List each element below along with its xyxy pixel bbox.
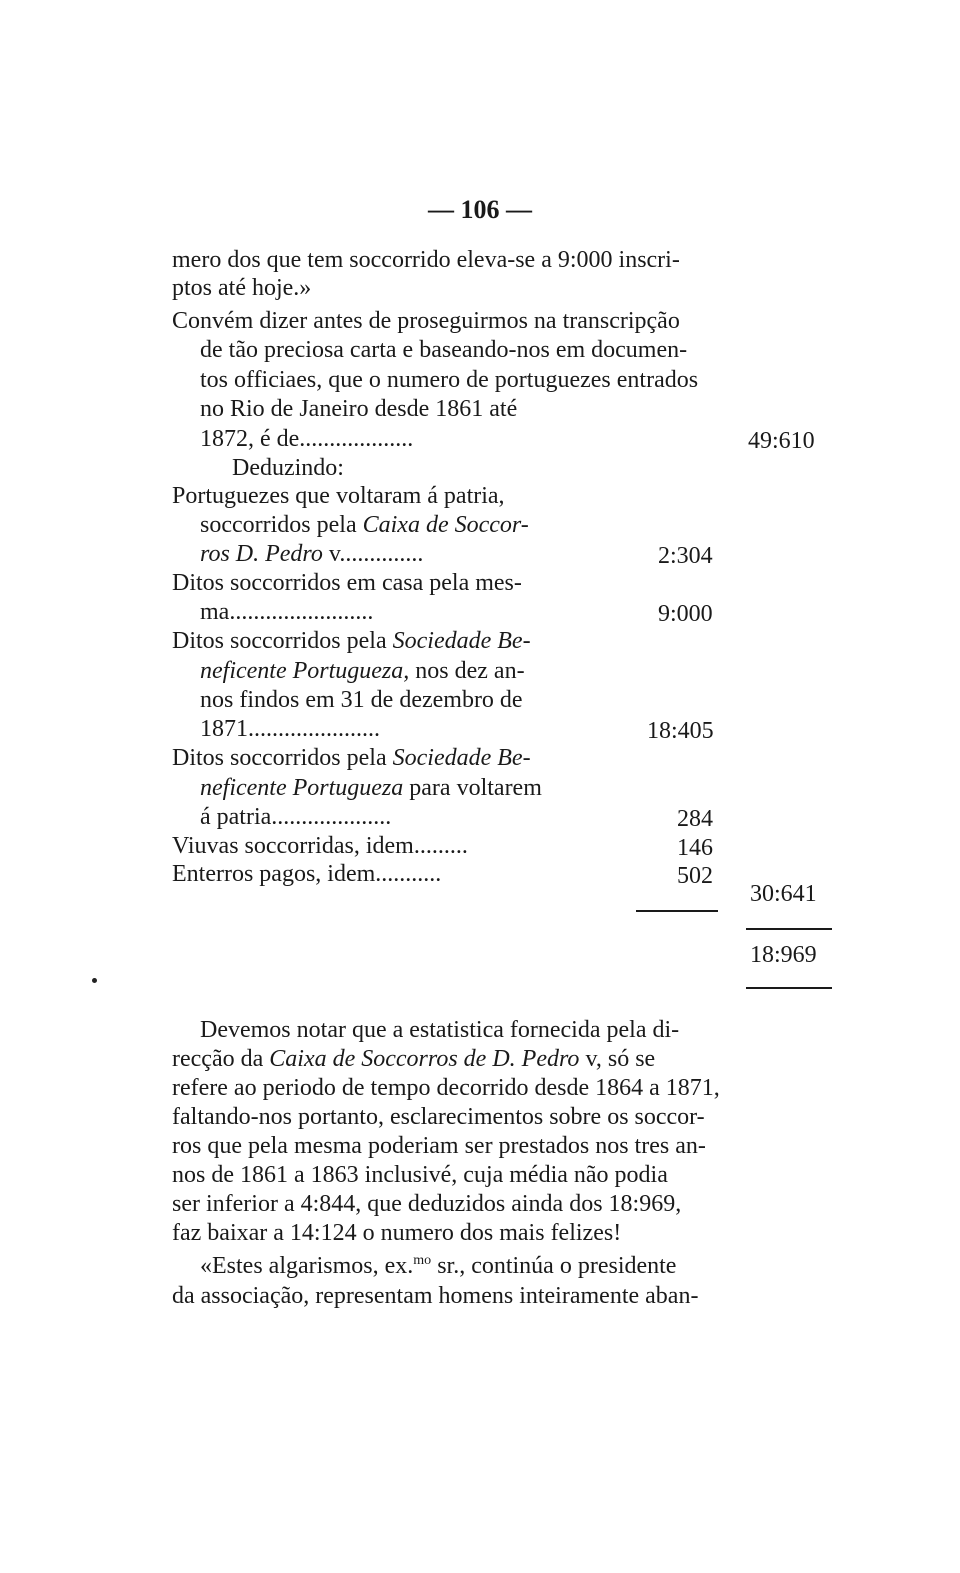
ledger-item-line: Enterros pagos, idem........... bbox=[172, 861, 442, 887]
closing-rule bbox=[746, 987, 832, 989]
text-line: Convém dizer antes de proseguirmos na transcripção bbox=[172, 308, 680, 334]
text-line: ros que pela mesma poderiam ser prestados nos tres an- bbox=[172, 1133, 706, 1159]
page-number: — 106 — bbox=[428, 195, 532, 224]
ledger-item-line: Ditos soccorridos pela Sociedade Be- bbox=[172, 745, 531, 771]
subtotal-value: 30:641 bbox=[750, 881, 817, 907]
ledger-value: 146 bbox=[677, 835, 713, 861]
text-line: Deduzindo: bbox=[232, 455, 344, 481]
ledger-item-line: 1871...................... bbox=[200, 716, 380, 742]
text-line: faltando-nos portanto, esclarecimentos sobre os soccor- bbox=[172, 1104, 705, 1130]
text-line: refere ao periodo de tempo decorrido desde 1864 a 1871, bbox=[172, 1075, 720, 1101]
text-line: Devemos notar que a estatistica fornecida pela di- bbox=[200, 1017, 680, 1043]
ledger-value: 284 bbox=[677, 806, 713, 832]
text-line: faz baixar a 14:124 o numero dos mais felizes! bbox=[172, 1220, 622, 1246]
ledger-item-line: neficente Portugueza para voltarem bbox=[200, 775, 542, 801]
ledger-item-line: ros D. Pedro v.............. bbox=[200, 541, 424, 567]
text-line: nos de 1861 a 1863 inclusivé, cuja média não podia bbox=[172, 1162, 668, 1188]
text-line: no Rio de Janeiro desde 1861 até bbox=[200, 396, 518, 422]
ledger-item-line: Ditos soccorridos pela Sociedade Be- bbox=[172, 628, 531, 654]
ledger-item-line: á patria.................... bbox=[200, 804, 392, 830]
ink-speck bbox=[92, 978, 97, 983]
ledger-item-line: nos findos em 31 de dezembro de bbox=[200, 687, 523, 713]
text-line: recção da Caixa de Soccorros de D. Pedro v, só se bbox=[172, 1046, 656, 1072]
ledger-item-line: neficente Portugueza, nos dez an- bbox=[200, 658, 525, 684]
text-line: mero dos que tem soccorrido eleva-se a 9:000 inscri- bbox=[172, 247, 680, 273]
total-entered-value: 49:610 bbox=[748, 428, 815, 454]
text-line: ptos até hoje.» bbox=[172, 275, 312, 301]
ledger-value: 2:304 bbox=[658, 543, 713, 569]
ledger-item-line: Viuvas soccorridas, idem......... bbox=[172, 833, 468, 859]
result-value: 18:969 bbox=[750, 942, 817, 968]
ledger-value: 502 bbox=[677, 863, 713, 889]
text-line: «Estes algarismos, ex.$^{mo}$ sr., continúa o presidente bbox=[200, 1253, 677, 1279]
difference-rule bbox=[746, 928, 832, 930]
ledger-item-line: ma........................ bbox=[200, 599, 374, 625]
ledger-item-line: Portuguezes que voltaram á patria, bbox=[172, 483, 505, 509]
text-line: 1872, é de................... bbox=[200, 426, 414, 452]
ledger-value: 18:405 bbox=[647, 718, 714, 744]
ledger-item-line: soccorridos pela Caixa de Soccor- bbox=[200, 512, 529, 538]
ledger-item-line: Ditos soccorridos em casa pela mes- bbox=[172, 570, 522, 596]
sum-rule bbox=[636, 910, 718, 912]
text-line: de tão preciosa carta e baseando-nos em documen- bbox=[200, 337, 688, 363]
text-line: tos officiaes, que o numero de portuguezes entrados bbox=[200, 367, 699, 393]
text-line: ser inferior a 4:844, que deduzidos ainda dos 18:969, bbox=[172, 1191, 682, 1217]
text-line: da associação, representam homens inteiramente aban- bbox=[172, 1283, 699, 1309]
ledger-value: 9:000 bbox=[658, 601, 713, 627]
